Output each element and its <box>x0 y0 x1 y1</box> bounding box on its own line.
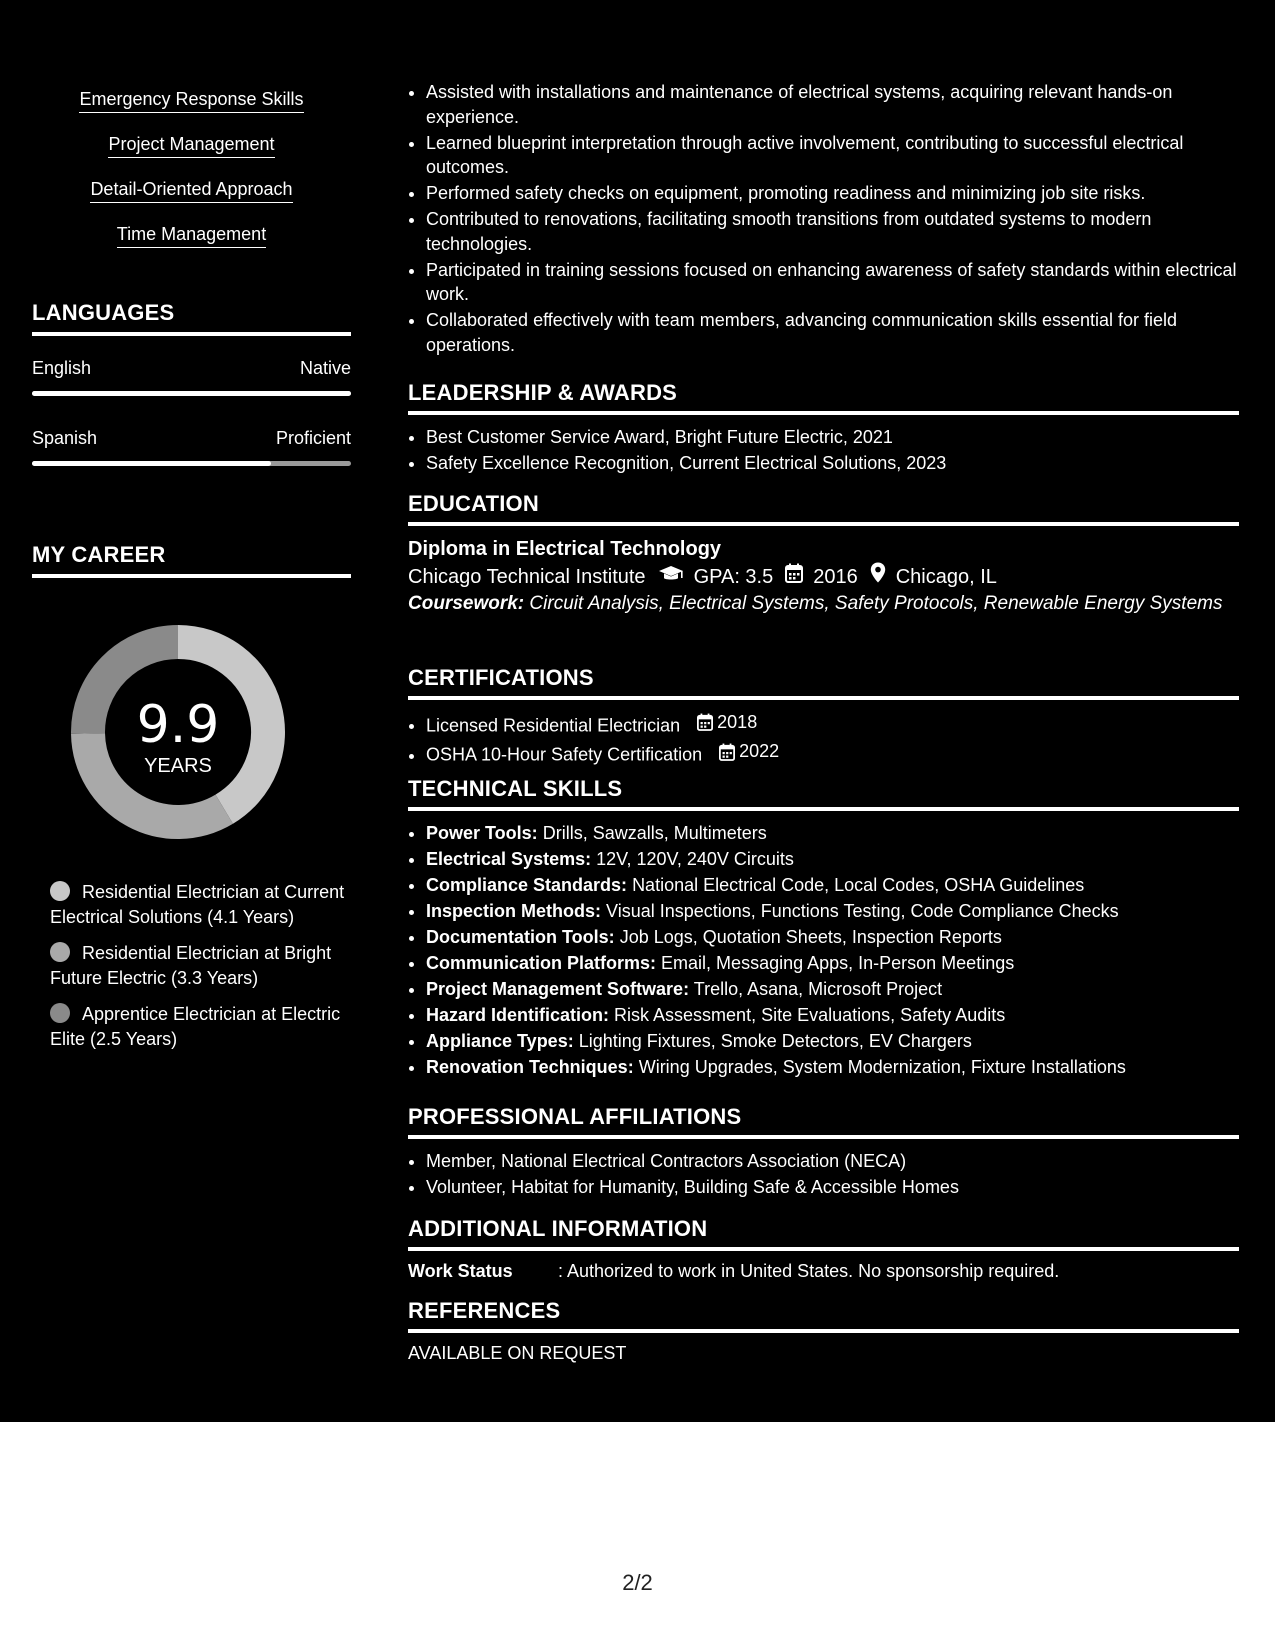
section-heading: ADDITIONAL INFORMATION <box>408 1216 1239 1251</box>
career-item <box>50 941 350 990</box>
language-bar-fill <box>32 391 351 396</box>
career-total-value: 9.9 <box>136 695 220 755</box>
education-coursework <box>408 592 1239 616</box>
skill-category: Inspection Methods: <box>426 901 601 921</box>
career-donut-chart <box>66 620 290 844</box>
career-item-text: Residential Electrician at Bright Future Electric (3.3 Years) <box>50 943 332 988</box>
list-item: • Performed safety checks on equipment, promoting readiness and minimizing job site risks. <box>426 181 1239 206</box>
list-item <box>426 1003 1239 1028</box>
list-item: • Volunteer, Habitat for Humanity, Building Safe & Accessible Homes <box>426 1175 1239 1200</box>
language-bar-fill <box>32 461 271 466</box>
skills-list <box>32 88 351 268</box>
language-spanish <box>32 428 351 466</box>
list-item: • Assisted with installations and maintenance of electrical systems, acquiring relevant hands-on experience. <box>426 80 1239 129</box>
skill-category: Electrical Systems: <box>426 849 592 869</box>
career-item-text: Residential Electrician at Current Electrical Solutions (4.1 Years) <box>50 882 345 927</box>
skill-item <box>32 133 351 178</box>
skill-values: 12V, 120V, 240V Circuits <box>596 849 794 869</box>
language-name: English <box>32 358 92 378</box>
career-item <box>50 880 350 929</box>
list-item: • Learned blueprint interpretation through active involvement, contributing to successful electrical outcomes. <box>426 131 1239 180</box>
certifications-section <box>408 665 1239 769</box>
language-english <box>32 358 351 396</box>
calendar-icon <box>785 562 803 592</box>
section-heading: CERTIFICATIONS <box>408 665 1239 700</box>
experience-bullets <box>408 80 1239 357</box>
certification-year: 2022 <box>739 741 780 762</box>
references-section <box>408 1298 1239 1364</box>
skill-values: National Electrical Code, Local Codes, OSHA Guidelines <box>632 875 1085 895</box>
list-item <box>426 1029 1239 1054</box>
list-item <box>426 873 1239 898</box>
list-item: • Contributed to renovations, facilitating smooth transitions from outdated systems to modern technologies. <box>426 207 1239 256</box>
skill-values: Wiring Upgrades, System Modernization, Fixture Installations <box>638 1057 1126 1077</box>
leadership-section <box>408 380 1239 477</box>
skill-label: Detail-Oriented Approach <box>90 178 292 203</box>
calendar-icon <box>697 713 713 731</box>
list-item: • Collaborated effectively with team members, advancing communication skills essential for field operations. <box>426 308 1239 357</box>
skill-item <box>32 223 351 268</box>
skill-item <box>32 178 351 223</box>
education-location: Chicago, IL <box>895 566 997 588</box>
technical-skills-section <box>408 776 1239 1081</box>
list-item: • Participated in training sessions focused on enhancing awareness of safety standards within electrical work. <box>426 258 1239 307</box>
list-item: • Safety Excellence Recognition, Current Electrical Solutions, 2023 <box>426 451 1239 476</box>
section-heading: EDUCATION <box>408 491 1239 526</box>
career-heading: MY CAREER <box>32 542 351 578</box>
certification-date <box>719 739 779 764</box>
coursework-label: Coursework: <box>408 593 525 614</box>
additional-info-section <box>408 1216 1239 1282</box>
calendar-icon <box>719 743 735 761</box>
work-status-label: Work Status <box>408 1261 513 1281</box>
language-bar <box>32 461 351 466</box>
certification-name: Licensed Residential Electrician <box>426 715 681 736</box>
skill-category: Communication Platforms: <box>426 953 657 973</box>
education-section <box>408 491 1239 616</box>
skill-item <box>32 88 351 133</box>
skill-category: Project Management Software: <box>426 979 690 999</box>
skill-values: Job Logs, Quotation Sheets, Inspection Reports <box>619 927 1002 947</box>
work-status <box>408 1261 1239 1282</box>
list-item <box>426 925 1239 950</box>
certification-year: 2018 <box>717 712 758 732</box>
section-heading: LEADERSHIP & AWARDS <box>408 380 1239 415</box>
list-item <box>426 1055 1239 1080</box>
education-gpa: GPA: 3.5 <box>693 566 774 588</box>
section-heading: PROFESSIONAL AFFILIATIONS <box>408 1104 1239 1139</box>
skill-category: Compliance Standards: <box>426 875 628 895</box>
language-level: Proficient <box>275 428 351 448</box>
skill-values: Visual Inspections, Functions Testing, Code Compliance Checks <box>606 901 1119 921</box>
language-level: Native <box>299 358 351 378</box>
language-bar <box>32 391 351 396</box>
list-item <box>426 899 1239 924</box>
section-heading: TECHNICAL SKILLS <box>408 776 1239 811</box>
skill-label: Project Management <box>108 133 274 158</box>
technical-skills-list <box>408 821 1239 1080</box>
career-dot-icon <box>50 942 70 962</box>
location-pin-icon <box>870 562 886 592</box>
career-item <box>50 1002 350 1051</box>
work-status-value: : Authorized to work in United States. No sponsorship required. <box>558 1261 1060 1281</box>
certification-name: OSHA 10-Hour Safety Certification <box>426 744 703 765</box>
skill-category: Appliance Types: <box>426 1031 574 1051</box>
list-item <box>426 710 1239 738</box>
references-text: AVAILABLE ON REQUEST <box>408 1343 627 1363</box>
list-item <box>426 847 1239 872</box>
languages-heading: LANGUAGES <box>32 300 351 336</box>
skill-values: Trello, Asana, Microsoft Project <box>693 979 943 999</box>
skill-values: Lighting Fixtures, Smoke Detectors, EV Chargers <box>578 1031 972 1051</box>
section-heading: REFERENCES <box>408 1298 1239 1333</box>
list-item: • Best Customer Service Award, Bright Future Electric, 2021 <box>426 425 1239 450</box>
list-item: • Member, National Electrical Contractors Association (NECA) <box>426 1149 1239 1174</box>
graduation-cap-icon <box>658 562 684 592</box>
skill-label: Time Management <box>117 223 266 248</box>
education-degree: Diploma in Electrical Technology <box>408 538 722 560</box>
career-dot-icon <box>50 881 70 901</box>
career-dot-icon <box>50 1003 70 1023</box>
list-item <box>426 739 1239 767</box>
career-total-unit: YEARS <box>144 755 212 777</box>
list-item <box>426 821 1239 846</box>
certification-date <box>697 710 757 735</box>
skill-category: Renovation Techniques: <box>426 1057 634 1077</box>
career-item-text: Apprentice Electrician at Electric Elite (2.5 Years) <box>50 1004 341 1049</box>
education-school: Chicago Technical Institute <box>408 566 646 588</box>
page-number: 2/2 <box>622 1570 653 1595</box>
education-year: 2016 <box>813 566 858 588</box>
skill-values: Email, Messaging Apps, In-Person Meetings <box>661 953 1015 973</box>
affiliations-section <box>408 1104 1239 1201</box>
experience-section <box>408 80 1239 359</box>
list-item <box>426 951 1239 976</box>
skill-category: Documentation Tools: <box>426 927 615 947</box>
education-details <box>408 562 1239 592</box>
skill-label: Emergency Response Skills <box>79 88 303 113</box>
skill-values: Risk Assessment, Site Evaluations, Safety Audits <box>614 1005 1006 1025</box>
language-name: Spanish <box>32 428 98 448</box>
skill-category: Power Tools: <box>426 823 538 843</box>
skill-category: Hazard Identification: <box>426 1005 610 1025</box>
coursework-text: Circuit Analysis, Electrical Systems, Safety Protocols, Renewable Energy Systems <box>529 593 1223 614</box>
skill-values: Drills, Sawzalls, Multimeters <box>542 823 767 843</box>
list-item <box>426 977 1239 1002</box>
career-list <box>50 880 350 1063</box>
